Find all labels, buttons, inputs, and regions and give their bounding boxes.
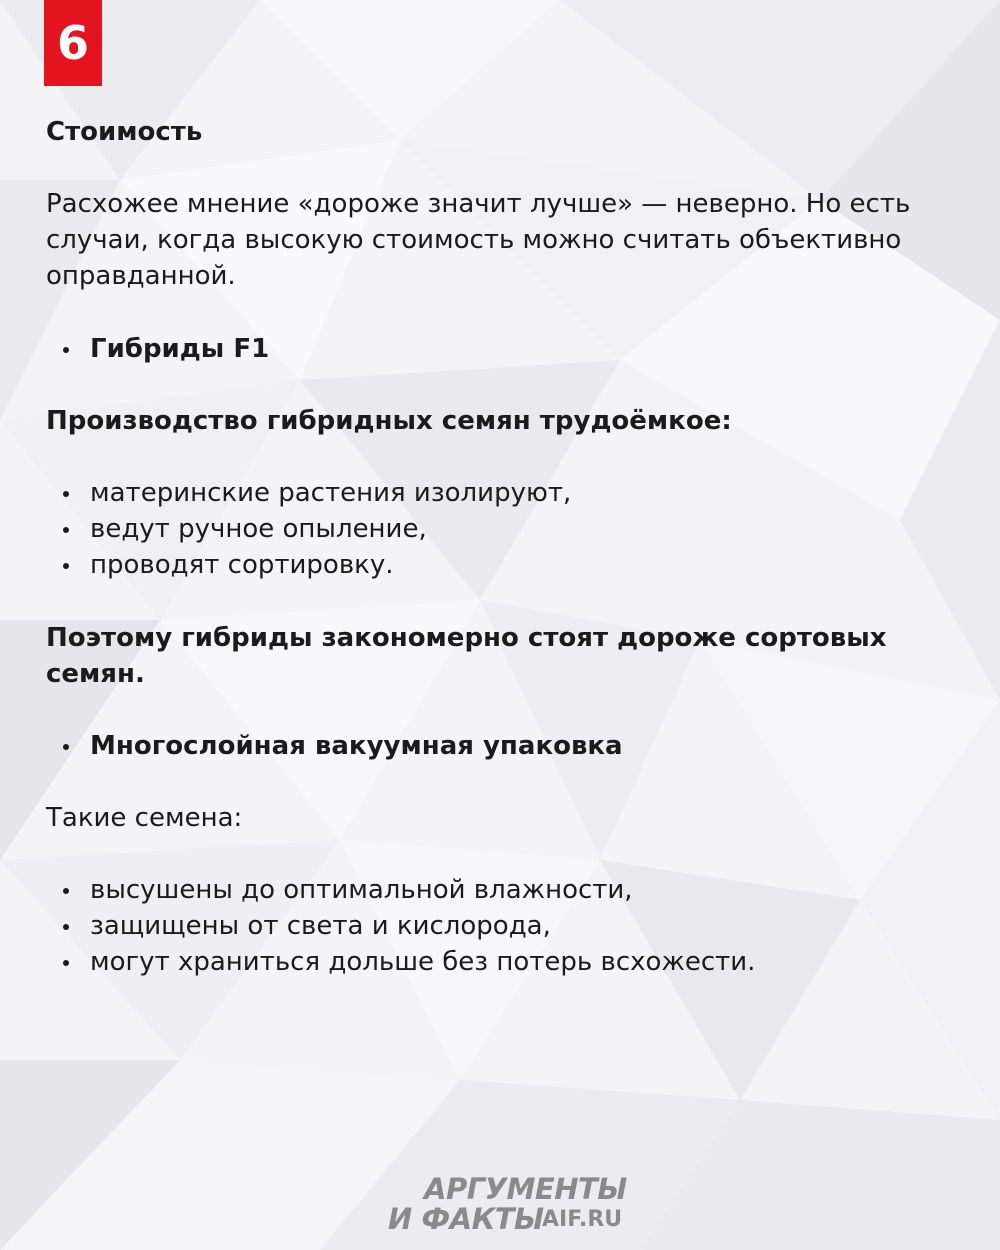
intro-paragraph: Расхожее мнение «дороже значит лучше» — неверно. Но есть случаи, когда высокую стоимость можно считать объективно оправданной. <box>46 189 911 291</box>
bullet-dot-icon <box>63 563 69 569</box>
page-title: Стоимость <box>46 117 203 147</box>
section1-heading: Производство гибридных семян трудоёмкое: <box>46 406 732 436</box>
bullet-dot-icon <box>63 527 69 533</box>
list-item: могут храниться дольше без потерь всхожести. <box>46 944 755 980</box>
list-item: Многослойная вакуумная упаковка <box>46 728 623 764</box>
logo-line1: АРГУМЕНТЫ <box>424 1172 627 1206</box>
bullet-list-f1 <box>46 331 269 367</box>
bullet-dot-icon <box>63 960 69 966</box>
bullet-dot-icon <box>63 491 69 497</box>
slide-number: 6 <box>56 16 89 70</box>
bullet-dot-icon <box>63 347 69 353</box>
section1-conclusion: Поэтому гибриды закономерно стоят дороже сортовых семян. <box>46 623 887 689</box>
bullet-dot-icon <box>63 924 69 930</box>
list-item: защищены от света и кислорода, <box>46 908 755 944</box>
section2-heading: Такие семена: <box>46 803 243 833</box>
logo-site: AIF.RU <box>542 1207 623 1232</box>
list-item: проводят сортировку. <box>46 547 571 583</box>
bullet-list-packaging <box>46 728 623 764</box>
slide-number-badge <box>44 0 102 86</box>
list-item: высушены до оптимальной влажности, <box>46 872 755 908</box>
aif-logo <box>388 1170 638 1234</box>
bullet-dot-icon <box>63 888 69 894</box>
section2-list <box>46 872 755 980</box>
list-item: материнские растения изолируют, <box>46 475 571 511</box>
list-item: ведут ручное опыление, <box>46 511 571 547</box>
logo-line2: И ФАКТЫ <box>388 1202 544 1236</box>
bullet-dot-icon <box>63 744 69 750</box>
list-item: Гибриды F1 <box>46 331 269 367</box>
section1-list <box>46 475 571 583</box>
